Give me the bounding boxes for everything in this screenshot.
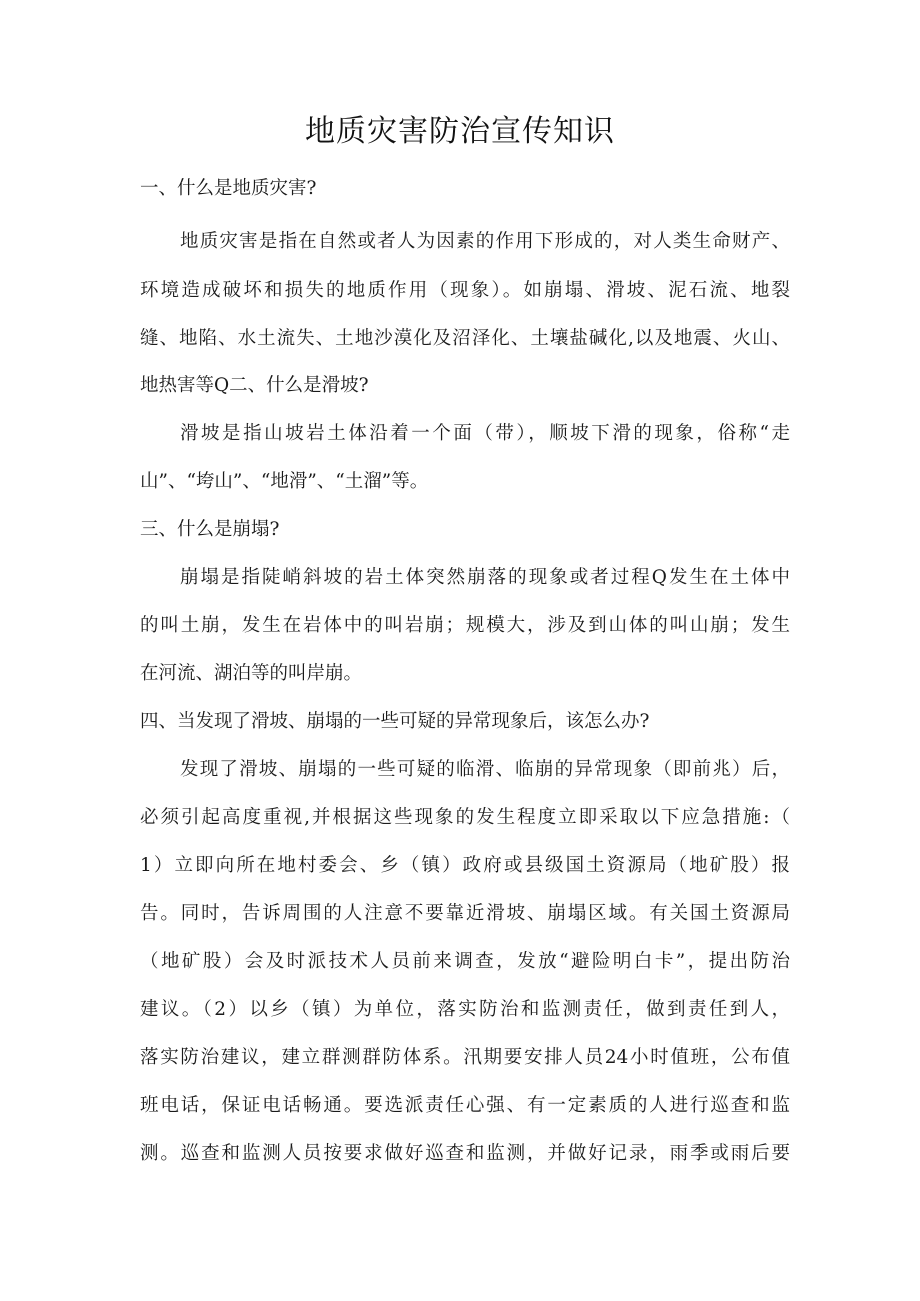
text-line: 建议。（2）以乡（镇）为单位，落实防治和监测责任，做到责任到人， [140, 999, 790, 1020]
text-line: 山”、“垮山”、“地滑”、“土溜”等。 [140, 471, 429, 492]
text-line: 滑坡是指山坡岩土体沿着一个面（带），顺坡下滑的现象，俗称“走 [180, 423, 790, 444]
text-line: 必须引起高度重视,并根据这些现象的发生程度立即采取以下应急措施:（ [140, 807, 790, 828]
text-line: 崩塌是指陡峭斜坡的岩土体突然崩落的现象或者过程Q发生在土体中 [180, 567, 790, 588]
text-line: 在河流、湖泊等的叫岸崩。 [140, 663, 363, 684]
text-line: 的叫土崩，发生在岩体中的叫岩崩；规模大，涉及到山体的叫山崩；发生 [140, 615, 790, 636]
text-line: 1）立即向所在地村委会、乡（镇）政府或县级国土资源局（地矿股）报 [140, 855, 790, 876]
text-line: 落实防治建议，建立群测群防体系。汛期要安排人员24小时值班，公布值 [140, 1047, 790, 1068]
text-line: 班电话，保证电话畅通。要选派责任心强、有一定素质的人进行巡查和监 [140, 1095, 790, 1116]
text-line: 发现了滑坡、崩塌的一些可疑的临滑、临崩的异常现象（即前兆）后， [180, 759, 790, 780]
text-line: 告。同时，告诉周围的人注意不要靠近滑坡、崩塌区域。有关国土资源局 [140, 903, 790, 924]
text-line: 地热害等Q二、什么是滑坡? [140, 375, 369, 396]
text-line: 缝、地陷、水土流失、土地沙漠化及沼泽化、土壤盐碱化,以及地震、火山、 [140, 328, 790, 349]
text-line: 测。巡查和监测人员按要求做好巡查和监测，并做好记录，雨季或雨后要 [140, 1143, 790, 1164]
text-line: 环境造成破坏和损失的地质作用（现象）。如崩塌、滑坡、泥石流、地裂 [140, 280, 790, 301]
heading-4: 四、当发现了滑坡、崩塌的一些可疑的异常现象后，该怎么办? [140, 711, 650, 732]
heading-3: 三、什么是崩塌? [140, 519, 280, 540]
text-line: 地质灾害是指在自然或者人为因素的作用下形成的，对人类生命财产、 [180, 231, 790, 252]
text-line: （地矿股）会及时派技术人员前来调查，发放“避险明白卡”，提出防治 [140, 951, 790, 972]
document-title: 地质灾害防治宣传知识 [305, 114, 615, 149]
heading-1: 一、什么是地质灾害? [140, 178, 317, 199]
